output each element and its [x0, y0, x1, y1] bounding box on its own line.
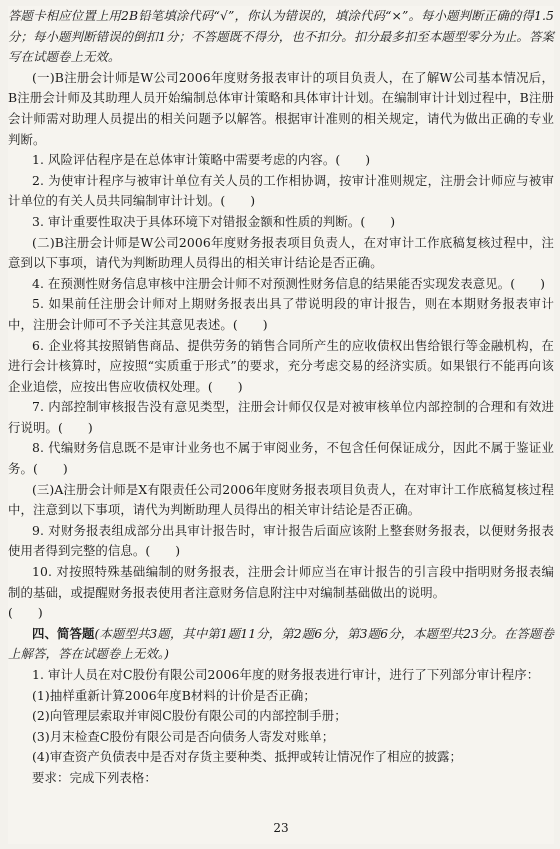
short-answer-1-intro: 1. 审计人员在对C股份有限公司2006年度的财务报表进行审计，进行了下列部分审计程序：: [32, 667, 540, 682]
group-2-heading: (二)B注册会计师是W公司2006年度财务报表项目负责人，在对审计工作底稿复核过程中，注意到以下事项，请代为判断助理人员得出的相关审计结论是否正确。: [8, 234, 554, 271]
question-10: 10. 对按照特殊基础编制的财务报表，注册会计师应当在审计报告的引言段中指明财务报表编制的基础，或提醒财务报表使用者注意财务信息附注中对编制基础做出的说明。 ( ): [8, 564, 554, 621]
requirement-line: 要求：完成下列表格：: [32, 769, 157, 785]
question-3: 3. 审计重要性取决于具体环境下对错报金额和性质的判断。( ): [32, 213, 396, 229]
section-4-header: [8, 624, 554, 665]
procedure-item-2: (2)向管理层索取并审阅C股份有限公司的内部控制手册；: [32, 708, 347, 724]
procedure-item-3: (3)月末检查C股份有限公司是否向债务人寄发对账单；: [32, 728, 335, 744]
question-5: 5. 如果前任注册会计师对上期财务报表出具了带说明段的审计报告，则在本期财务报表审计中，注册会计师可不予关注其意见表述。( ): [8, 296, 554, 332]
question-1: 1. 风险评估程序是在总体审计策略中需要考虑的内容。( ): [32, 152, 371, 168]
question-9: 9. 对财务报表组成部分出具审计报告时，审计报告后面应该附上整套财务报表，以便财务报表使用者得到完整的信息。( ): [8, 522, 554, 559]
section-4-title: 四、简答题: [32, 625, 95, 641]
procedure-item-4: (4)审查资产负债表中是否对存货主要种类、抵押或转让情况作了相应的披露；: [32, 749, 463, 765]
section-4-note: (本题型共3题，其中第1题11分，第2题6分，第3题6分，本题型共23分。在答题卷上解答，答在试题卷上无效。): [8, 625, 554, 662]
text-body: [8, 6, 554, 789]
page-number: 23: [273, 821, 289, 835]
question-4: 4. 在预测性财务信息审核中注册会计师不对预测性财务信息的结果能否实现发表意见。( ): [32, 275, 546, 291]
group-3-heading: (三)A注册会计师是X有限责任公司2006年度财务报表项目负责人，在对审计工作底稿复核过程中，注意到以下事项，请代为判断助理人员得出的相关审计结论是否正确。: [8, 481, 554, 518]
question-2: 2. 为使审计程序与被审计单位有关人员的工作相协调，按审计准则规定，注册会计师应与被审计单位的有关人员共同编制审计计划。( ): [8, 172, 554, 209]
question-10-answer-paren: ( ): [8, 605, 43, 621]
question-7: 7. 内部控制审核报告没有意见类型，注册会计师仅仅是对被审核单位内部控制的合理和有效进行说明。( ): [8, 399, 554, 435]
document-page: [8, 6, 554, 844]
instructions-paragraph: 答题卡相应位置上用2B铅笔填涂代码“√”，你认为错误的，填涂代码“×”。每小题判断正确的得1.5分；每小题判断错误的倒扣1分；不答题既不得分，也不扣分。扣分最多扣至本题型零分为止。答案写在试题卷上无效。: [8, 8, 554, 65]
procedure-item-1: (1)抽样重新计算2006年度B材料的计价是否正确；: [32, 687, 316, 703]
question-8: 8. 代编财务信息既不是审计业务也不属于审阅业务，不包含任何保证成分，因此不属于鉴证业务。( ): [8, 440, 554, 477]
group-1-heading: (一)B注册会计师是W公司2006年度财务报表审计的项目负责人，在了解W公司基本情况后，B注册会计师及其助理人员开始编制总体审计策略和具体审计计划。在编制审计计划过程中，B注册会计师需对助理人员提出的相关问题予以解答。根据审计准则的相关规定，请代为做出正确的专业判断。: [8, 69, 554, 147]
question-6: 6. 企业将其按照销售商品、提供劳务的销售合同所产生的应收债权出售给银行等金融机构，在进行会计核算时，应按照“实质重于形式”的要求，充分考虑交易的经济实质。如果银行不能再向该企业追偿，应按出售应收债权处理。( ): [8, 337, 554, 394]
